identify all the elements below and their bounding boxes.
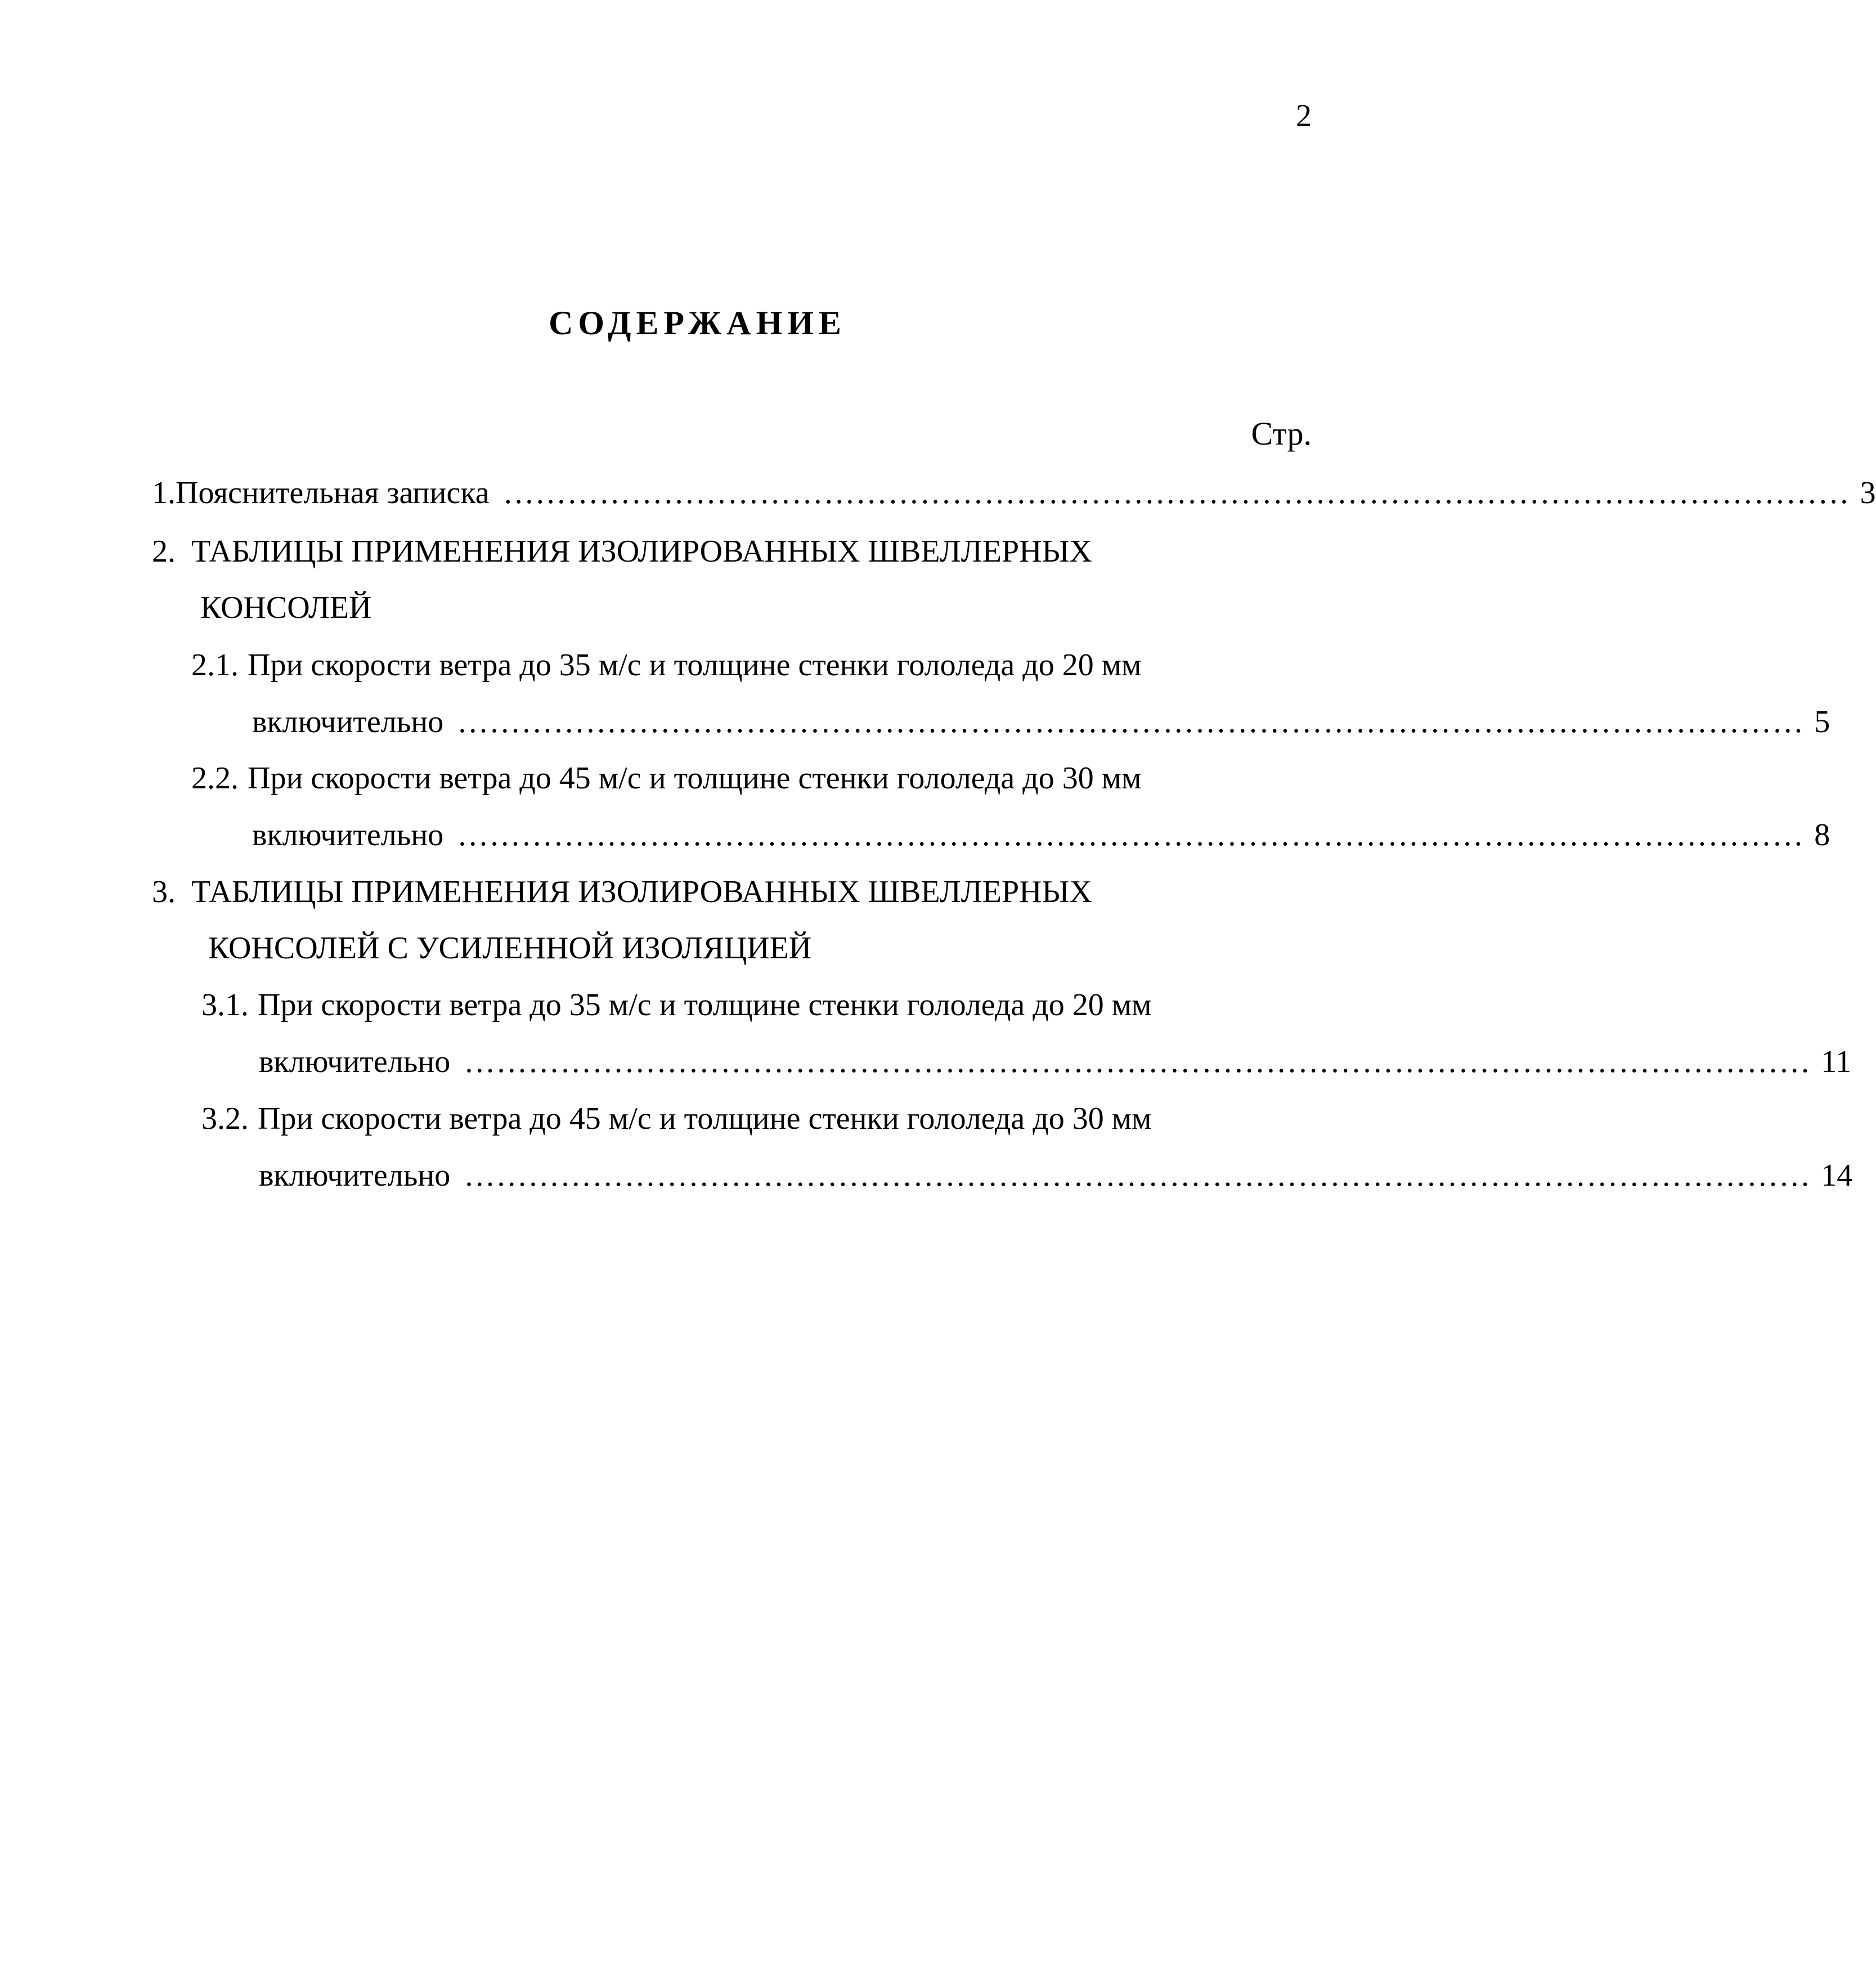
toc-entry-page: 8 [1814, 818, 1830, 853]
toc-entry-page: 11 [1821, 1044, 1852, 1079]
toc-entry-title: При скорости ветра до 45 м/с и толщине стенки гололеда до 30 мм [258, 1101, 1152, 1136]
toc-entry-2-1[interactable] [191, 643, 1142, 688]
toc-entry-number: 2. [152, 534, 176, 569]
toc-entry-number: 3. [152, 874, 176, 909]
toc-leader-dots: ……………………………………………………………………………………………………………… [464, 1044, 1811, 1079]
toc-leader-dots: ……………………………………………………………………………………………………………… [464, 1158, 1811, 1193]
toc-entry-number: 3.2. [201, 1101, 249, 1136]
page-column-label: Стр. [1251, 415, 1312, 452]
toc-entry-3-2[interactable] [201, 1096, 1152, 1141]
toc-entry-title-cont: включительно [252, 705, 444, 739]
toc-entry-title: ТАБЛИЦЫ ПРИМЕНЕНИЯ ИЗОЛИРОВАННЫХ ШВЕЛЛЕРНЫХ [191, 874, 1092, 909]
page-title: СОДЕРЖАНИЕ [549, 304, 846, 342]
toc-entry-title: При скорости ветра до 45 м/с и толщине стенки гололеда до 30 мм [248, 761, 1142, 796]
toc-entry-title-cont: включительно [259, 1158, 451, 1193]
toc-entry-1[interactable] [152, 470, 1876, 515]
toc-entry-2-2-cont[interactable] [252, 813, 1830, 858]
toc-entry-title-cont: КОНСОЛЕЙ С УСИЛЕННОЙ ИЗОЛЯЦИЕЙ [208, 931, 812, 966]
toc-entry-number: 2.1. [191, 648, 239, 683]
toc-entry-page: 5 [1814, 705, 1830, 739]
toc-entry-title-cont: КОНСОЛЕЙ [200, 590, 372, 625]
toc-section-2-cont [200, 585, 371, 630]
toc-entry-title: При скорости ветра до 35 м/с и толщине стенки гололеда до 20 мм [248, 648, 1142, 683]
toc-entry-2-1-cont[interactable] [252, 699, 1830, 744]
toc-entry-title-cont: включительно [252, 818, 444, 853]
toc-entry-3-2-cont[interactable] [259, 1153, 1853, 1198]
toc-entry-title: Пояснительная записка [176, 475, 490, 510]
toc-entry-title: ТАБЛИЦЫ ПРИМЕНЕНИЯ ИЗОЛИРОВАННЫХ ШВЕЛЛЕРНЫХ [191, 534, 1092, 569]
toc-entry-2-2[interactable] [191, 756, 1142, 801]
toc-section-3-cont [208, 926, 811, 971]
toc-section-3[interactable] [152, 869, 1092, 914]
toc-entry-title: При скорости ветра до 35 м/с и толщине стенки гололеда до 20 мм [258, 988, 1152, 1022]
toc-section-2[interactable] [152, 529, 1092, 574]
toc-leader-dots: ……………………………………………………………………………………………………………… [502, 475, 1850, 510]
toc-entry-3-1-cont[interactable] [259, 1039, 1852, 1084]
toc-entry-3-1[interactable] [201, 982, 1152, 1028]
toc-leader-dots: ……………………………………………………………………………………………………………… [457, 818, 1805, 853]
toc-entry-page: 14 [1821, 1158, 1853, 1193]
toc-entry-number: 1. [152, 475, 176, 510]
toc-entry-title-cont: включительно [259, 1044, 451, 1079]
toc-leader-dots: ……………………………………………………………………………………………………………… [457, 705, 1805, 739]
page-number: 2 [1296, 98, 1312, 133]
toc-entry-number: 3.1. [201, 988, 249, 1022]
toc-entry-number: 2.2. [191, 761, 239, 796]
toc-entry-page: 3 [1860, 475, 1876, 510]
